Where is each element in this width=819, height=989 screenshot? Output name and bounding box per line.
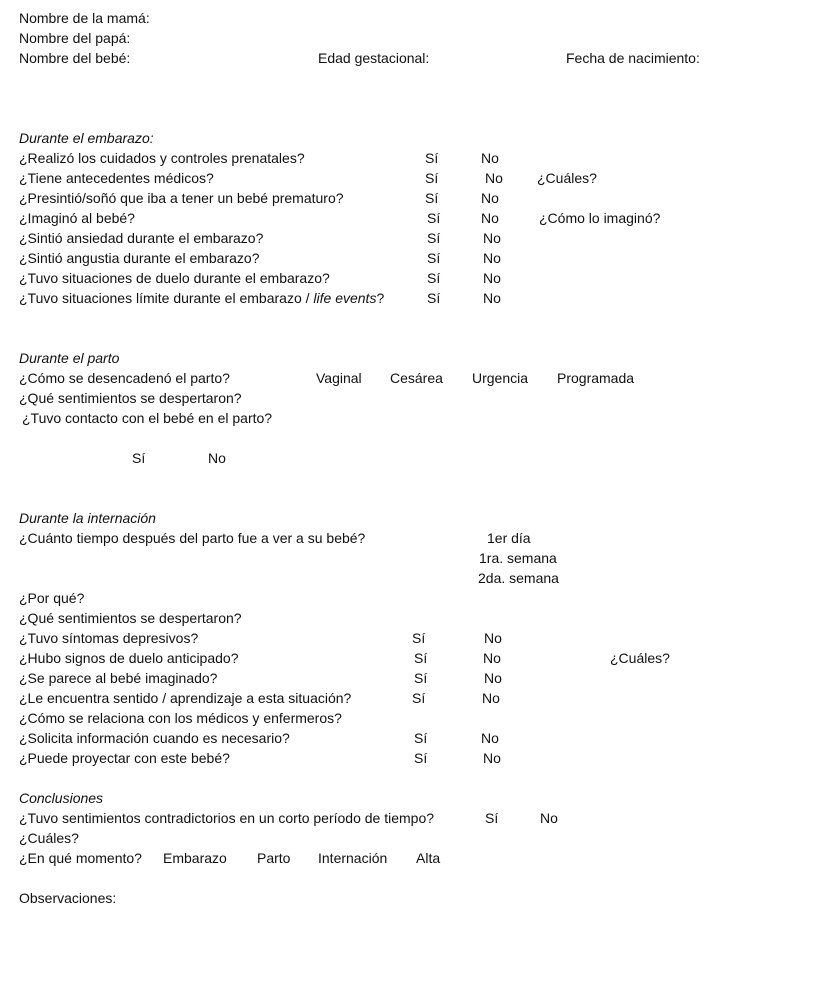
hospital-q5-extra: ¿Cuáles? <box>610 650 670 666</box>
hospital-q10: ¿Puede proyectar con este bebé? <box>19 750 230 766</box>
conclusions-option-parto: Parto <box>257 850 291 866</box>
hospital-q1-option-3: 2da. semana <box>478 570 559 586</box>
hospital-q6-no: No <box>484 670 502 686</box>
pregnancy-q8: ¿Tuvo situaciones límite durante el embarazo / life events? <box>19 290 385 306</box>
pregnancy-q2-no: No <box>485 170 503 186</box>
conclusions-q2: ¿Cuáles? <box>19 830 79 846</box>
pregnancy-q4: ¿Imaginó al bebé? <box>19 210 135 226</box>
hospital-q9-no: No <box>481 730 499 746</box>
hospital-q7-no: No <box>482 690 500 706</box>
baby-name-label: Nombre del bebé: <box>19 50 131 66</box>
hospital-q10-no: No <box>483 750 501 766</box>
labor-q3-yes: Sí <box>132 450 146 466</box>
hospital-section-title: Durante la internación <box>19 510 156 526</box>
labor-q1: ¿Cómo se desencadenó el parto? <box>19 370 230 386</box>
pregnancy-q2: ¿Tiene antecedentes médicos? <box>19 170 214 186</box>
pregnancy-q6: ¿Sintió angustia durante el embarazo? <box>19 250 260 266</box>
pregnancy-q7-no: No <box>483 270 501 286</box>
observations-label: Observaciones: <box>19 890 117 906</box>
pregnancy-q2-yes: Sí <box>425 170 439 186</box>
hospital-q5-yes: Sí <box>414 650 428 666</box>
pregnancy-q4-no: No <box>481 210 499 226</box>
hospital-q1-option-2: 1ra. semana <box>479 550 557 566</box>
labor-q3-no: No <box>208 450 226 466</box>
pregnancy-q3: ¿Presintió/soñó que iba a tener un bebé prematuro? <box>19 190 344 206</box>
gestational-age-label: Edad gestacional: <box>318 50 430 66</box>
pregnancy-q2-extra: ¿Cuáles? <box>537 170 597 186</box>
mother-name-label: Nombre de la mamá: <box>19 10 150 26</box>
pregnancy-q3-yes: Sí <box>425 190 439 206</box>
pregnancy-q6-yes: Sí <box>427 250 441 266</box>
hospital-q6-yes: Sí <box>414 670 428 686</box>
labor-option-vaginal: Vaginal <box>316 370 362 386</box>
conclusions-q1: ¿Tuvo sentimientos contradictorios en un corto período de tiempo? <box>19 810 435 826</box>
pregnancy-q1-no: No <box>481 150 499 166</box>
hospital-q5-no: No <box>483 650 501 666</box>
hospital-q7: ¿Le encuentra sentido / aprendizaje a esta situación? <box>19 690 352 706</box>
pregnancy-q5-yes: Sí <box>427 230 441 246</box>
hospital-q2: ¿Por qué? <box>19 590 85 606</box>
hospital-q4: ¿Tuvo síntomas depresivos? <box>19 630 199 646</box>
conclusions-q1-yes: Sí <box>485 810 499 826</box>
hospital-q9-yes: Sí <box>414 730 428 746</box>
labor-q2: ¿Qué sentimientos se despertaron? <box>19 390 242 406</box>
hospital-q3: ¿Qué sentimientos se despertaron? <box>19 610 242 626</box>
pregnancy-q7-yes: Sí <box>427 270 441 286</box>
labor-section-title: Durante el parto <box>19 350 120 366</box>
pregnancy-q5-no: No <box>483 230 501 246</box>
hospital-q1: ¿Cuánto tiempo después del parto fue a ver a su bebé? <box>19 530 366 546</box>
conclusions-option-alta: Alta <box>416 850 441 866</box>
pregnancy-q8-no: No <box>483 290 501 306</box>
conclusions-option-embarazo: Embarazo <box>163 850 227 866</box>
hospital-q1-option-1: 1er día <box>487 530 531 546</box>
conclusions-option-internacion: Internación <box>318 850 388 866</box>
conclusions-section-title: Conclusiones <box>19 790 104 806</box>
labor-option-cesarea: Cesárea <box>390 370 443 386</box>
labor-option-programada: Programada <box>557 370 635 386</box>
father-name-label: Nombre del papá: <box>19 30 131 46</box>
pregnancy-q5: ¿Sintió ansiedad durante el embarazo? <box>19 230 264 246</box>
hospital-q4-no: No <box>484 630 502 646</box>
labor-q3: ¿Tuvo contacto con el bebé en el parto? <box>22 410 273 426</box>
pregnancy-q4-yes: Sí <box>427 210 441 226</box>
conclusions-q3: ¿En qué momento? <box>19 850 142 866</box>
labor-option-urgencia: Urgencia <box>472 370 529 386</box>
conclusions-q1-no: No <box>540 810 558 826</box>
pregnancy-q6-no: No <box>483 250 501 266</box>
hospital-q9: ¿Solicita información cuando es necesario? <box>19 730 290 746</box>
pregnancy-q1: ¿Realizó los cuidados y controles prenatales? <box>19 150 305 166</box>
hospital-q7-yes: Sí <box>412 690 426 706</box>
hospital-q4-yes: Sí <box>412 630 426 646</box>
birth-date-label: Fecha de nacimiento: <box>566 50 700 66</box>
pregnancy-q7: ¿Tuvo situaciones de duelo durante el embarazo? <box>19 270 330 286</box>
pregnancy-q3-no: No <box>481 190 499 206</box>
hospital-q10-yes: Sí <box>414 750 428 766</box>
pregnancy-q4-extra: ¿Cómo lo imaginó? <box>539 210 661 226</box>
hospital-q6: ¿Se parece al bebé imaginado? <box>19 670 218 686</box>
pregnancy-section-title: Durante el embarazo: <box>19 130 154 146</box>
hospital-q8: ¿Cómo se relaciona con los médicos y enfermeros? <box>19 710 342 726</box>
pregnancy-q1-yes: Sí <box>425 150 439 166</box>
hospital-q5: ¿Hubo signos de duelo anticipado? <box>19 650 239 666</box>
pregnancy-q8-yes: Sí <box>427 290 441 306</box>
